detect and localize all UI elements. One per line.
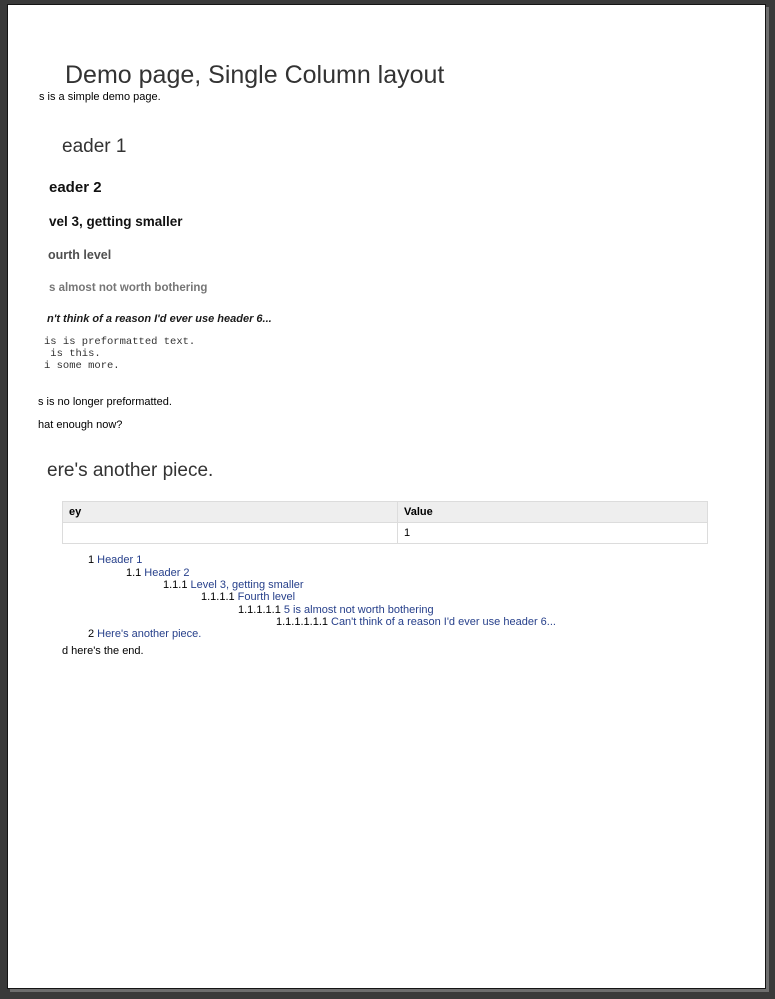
table-cell-key bbox=[63, 523, 398, 544]
pre-line-2: is this. bbox=[44, 348, 101, 360]
toc-item-number: 2 bbox=[88, 628, 95, 640]
header-6: n't think of a reason I'd ever use header 6... bbox=[47, 313, 272, 325]
header-5: s almost not worth bothering bbox=[49, 282, 208, 294]
toc-item-number: 1.1.1 bbox=[163, 579, 188, 591]
toc-link-header-2[interactable]: Header 2 bbox=[144, 567, 190, 579]
toc-item-7 bbox=[88, 628, 201, 641]
toc-item-1 bbox=[88, 554, 142, 567]
toc-link-header-4[interactable]: Fourth level bbox=[237, 591, 296, 603]
document-page bbox=[7, 4, 766, 989]
toc-link-header-5[interactable]: 5 is almost not worth bothering bbox=[283, 604, 434, 616]
header-1: eader 1 bbox=[62, 136, 127, 157]
table-header-value: Value bbox=[398, 502, 708, 523]
toc-item-number: 1.1.1.1.1.1 bbox=[276, 616, 328, 628]
header-2: eader 2 bbox=[49, 179, 102, 196]
toc-item-number: 1 bbox=[88, 554, 95, 566]
toc-item-number: 1.1 bbox=[126, 567, 142, 579]
table-row bbox=[63, 523, 708, 544]
table-cell-value: 1 bbox=[398, 523, 708, 544]
table-header-key: ey bbox=[63, 502, 398, 523]
table-header-row bbox=[63, 502, 708, 523]
toc-item-6 bbox=[276, 616, 556, 629]
pre-line-3: i some more. bbox=[44, 360, 120, 372]
header-3: vel 3, getting smaller bbox=[49, 214, 183, 229]
paragraph-question: hat enough now? bbox=[38, 419, 123, 431]
toc-link-header-6[interactable]: Can't think of a reason I'd ever use header 6... bbox=[331, 616, 556, 628]
page-title: Demo page, Single Column layout bbox=[65, 61, 445, 89]
preformatted-block bbox=[44, 336, 195, 372]
key-value-table bbox=[62, 501, 708, 544]
toc-link-header-3[interactable]: Level 3, getting smaller bbox=[190, 579, 304, 591]
header-4: ourth level bbox=[48, 248, 112, 262]
paragraph-no-longer-preformatted: s is no longer preformatted. bbox=[38, 396, 172, 408]
section-2-title: ere's another piece. bbox=[47, 460, 214, 481]
toc-item-4 bbox=[201, 591, 295, 604]
intro-paragraph: s is a simple demo page. bbox=[39, 91, 161, 103]
toc-item-number: 1.1.1.1.1 bbox=[238, 604, 281, 616]
toc-link-section-2[interactable]: Here's another piece. bbox=[97, 628, 202, 640]
ending-paragraph: d here's the end. bbox=[62, 645, 144, 657]
toc-item-number: 1.1.1.1 bbox=[201, 591, 235, 603]
toc-link-header-1[interactable]: Header 1 bbox=[97, 554, 143, 566]
pre-line-1: is is preformatted text. bbox=[44, 336, 196, 348]
